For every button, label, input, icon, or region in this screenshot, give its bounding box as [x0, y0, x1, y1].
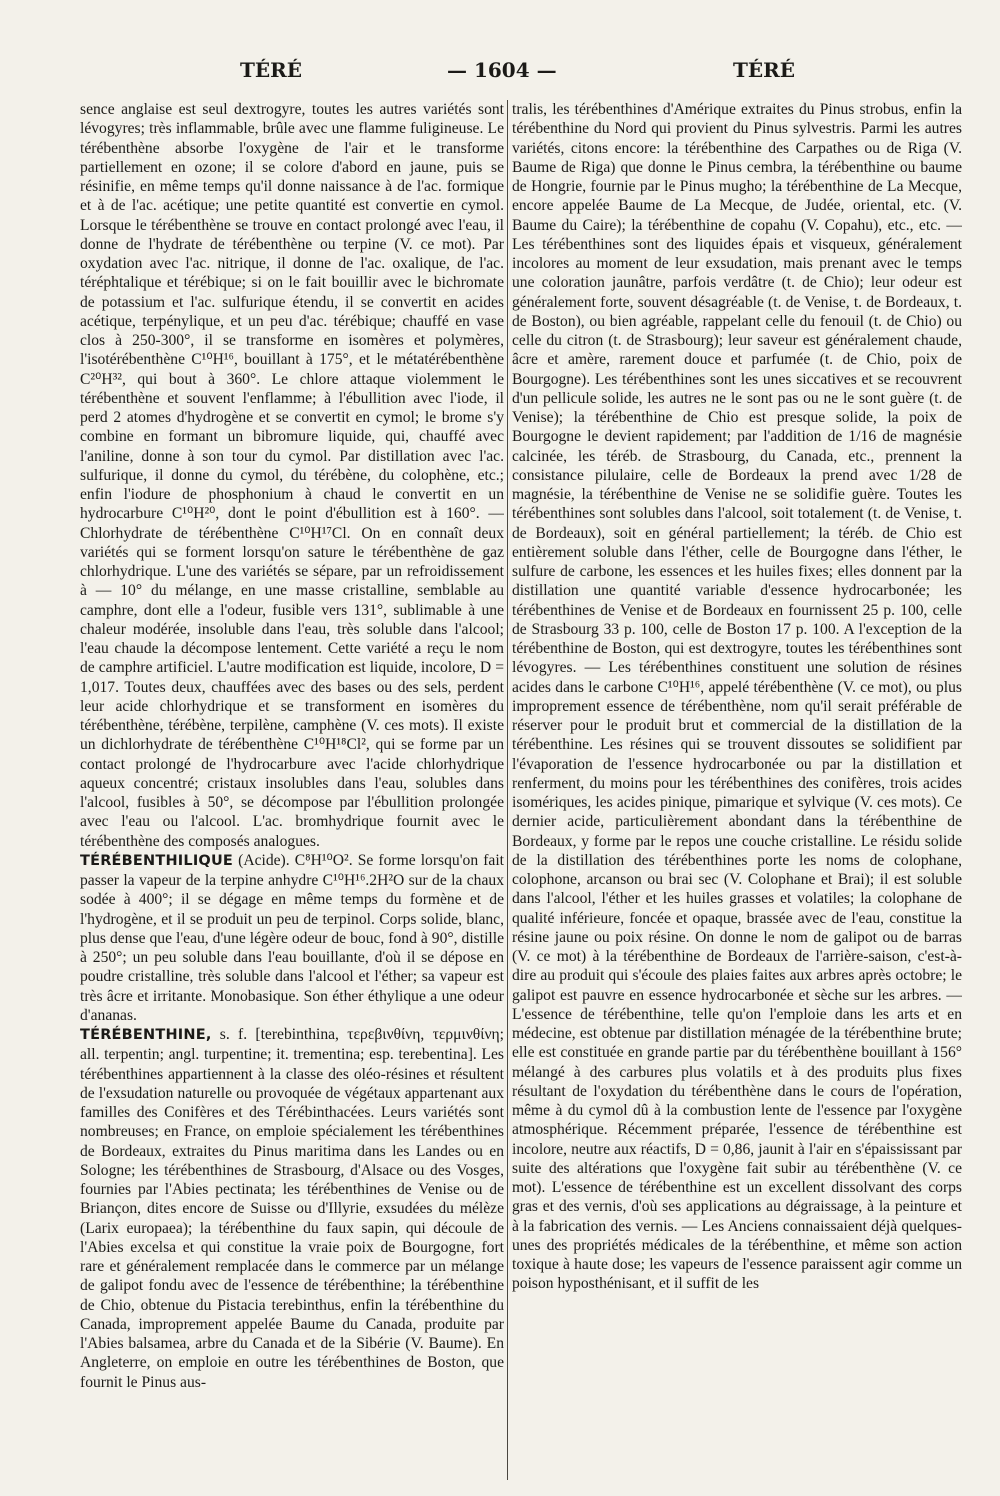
- right-column: [512, 100, 962, 1480]
- entry-headword: TÉRÉBENTHILIQUE: [80, 852, 234, 869]
- entry-headword: TÉRÉBENTHINE,: [80, 1027, 212, 1043]
- entry-body: (Acide). C⁸H¹⁰O². Se forme lorsqu'on fait passer la vapeur de la terpine anhydre C¹⁰H¹⁶.2H²O sur de la chaux sodée à 400°; il se dégage en même temps du formène et de l'hydrogène, et il se produit un peu de terpinol. Corps solide, blanc, plus dense que l'eau, d'une légère odeur de bouc, fond à 90°, distille à 250°; un peu soluble dans l'eau bouillante, d'où il se dépose en poudre cristalline, très soluble dans l'alcool et l'éther; sa vapeur est très âcre et irritante. Monobasique. Son éther éthylique a une odeur d'ananas.: [80, 851, 504, 1024]
- paragraph-terebenthene-continued: sence anglaise est seul dextrogyre, toutes les autres variétés sont lévogyres; très inflammable, brûle avec une flamme fuligineuse. Le térébenthène absorbe l'oxygène de l'air et le transforme partiellement en ozone; il se colore d'abord en jaune, puis se résinifie, en même temps qu'il donne naissance à de l'ac. formique et à de l'ac. acétique; une petite quantité est convertie en cymol. Lorsque le térébenthène se trouve en contact prolongé avec l'eau, il donne de l'hydrate de térébenthène ou terpine (V. ce mot). Par oxydation avec l'ac. nitrique, il donne de l'ac. oxalique, de l'ac. téréphtalique et térébique; si on le fait bouillir avec le bichromate de potassium et l'ac. sulfurique étendu, il se convertit en acides acétique, terpénylique, et un peu d'ac. térébique; chauffé en vase clos à 250-300°, il se transforme en isomères et polymères, l'isotérébenthène C¹⁰H¹⁶, bouillant à 175°, et le métatérébenthène C²⁰H³², qui bout à 360°. Le chlore attaque violemment le térébenthène et souvent l'enflamme; à l'ébullition avec l'iode, il perd 2 atomes d'hydrogène et se convertit en cymol; le brome s'y combine en formant un bibromure liquide, qui, chauffé avec l'aniline, donne à son tour du cymol. Par distillation avec l'ac. sulfurique, il donne du cymol, du térébène, du colophène, etc.; enfin l'iodure de phosphonium à chaud le convertit en un hydrocarbure C¹⁰H²⁰, dont le point d'ébullition est à 160°. — Chlorhydrate de térébenthène C¹⁰H¹⁷Cl. On en connaît deux variétés qui se forment lorsqu'on sature le térébenthène de gaz chlorhydrique. L'une des variétés se sépare, par un refroidissement à — 10° du mélange, en une masse cristalline, semblable au camphre, dont elle a l'odeur, fusible vers 131°, sublimable à une chaleur modérée, insoluble dans l'eau, très soluble dans l'alcool; l'eau chaude la décompose lentement. Cette variété a reçu le nom de camphre artificiel. L'autre modification est liquide, incolore, D = 1,017. Toutes deux, chauffées avec des bases ou des sels, perdent leur acide chlorhydrique et se transforment en isomères du térébenthène, térébène, terpilène, camphène (V. ces mots). Il existe un dichlorhydrate de térébenthène C¹⁰H¹⁸Cl², qui se forme par un contact prolongé de l'hydrocarbure avec l'acide chlorhydrique aqueux concentré; cristaux insolubles dans l'eau, solubles dans l'alcool, fusibles à 50°, se décompose par l'ébullition prolongée avec l'eau ou l'alcool. L'ac. bromhydrique fournit avec le térébenthène des composés analogues.: [80, 101, 504, 850]
- running-header: [80, 58, 960, 92]
- header-right-guideword: TÉRÉ: [733, 58, 795, 82]
- entry-terebenthine: [80, 1025, 504, 1392]
- page-number: — 1604 —: [447, 58, 557, 82]
- paragraph-terebenthine-continued: tralis, les térébenthines d'Amérique extraites du Pinus strobus, enfin la térébenthine du Nord qui provient du Pinus sylvestris. Parmi les autres variétés, citons encore: la térébenthine des Carpathes ou de Riga (V. Baume de Riga) que donne le Pinus cembra, la térébenthine ou baume de Hongrie, fournie par le Pinus mugho; la térébenthine de La Mecque, encore appelée Baume de La Mecque, de Judée, oriental, etc. (V. Baume du Caire); la térébenthine de copahu (V. Copahu), etc., etc. — Les térébenthines sont des liquides épais et visqueux, généralement incolores au moment de leur exsudation, mais prenant avec le temps une coloration jaunâtre, parfois verdâtre (t. de Chio); leur odeur est généralement forte, souvent désagréable (t. de Venise, t. de Bordeaux, t. de Boston), ou bien agréable, rappelant celle du fenouil (t. de Chio) ou celle du citron (t. de Strasbourg); leur saveur est généralement chaude, âcre et amère, rarement douce et parfumée (t. de Chio, poix de Bourgogne). Les térébenthines sont les unes siccatives et se recouvrent d'un pellicule solide, les autres ne le sont pas ou ne le sont guère (t. de Venise); la térébenthine de Chio est presque solide, la poix de Bourgogne le devient rapidement; par l'addition de 1/16 de magnésie calcinée, les téréb. de Strasbourg, du Canada, etc., prennent la consistance pilulaire, celle de Bordeaux la prend avec 1/28 de magnésie, la térébenthine de Venise ne se solidifie guère. Toutes les térébenthines sont solubles dans l'alcool, soit totalement (t. de Venise, t. de Bordeaux), soit en général partiellement; la téréb. de Chio est entièrement soluble dans l'éther, celle de Bourgogne dans l'éther, le sulfure de carbone, les essences et les huiles fixes; elles donnent par la distillation une quantité variable d'essence hydrocarbonée; les térébenthines de Venise et de Bordeaux en fournissent 25 p. 100, celle de Strasbourg 33 p. 100, celle de Boston 17 p. 100. A l'exception de la térébenthine de Boston, qui est dextrogyre, toutes les térébenthines sont lévogyres. — Les térébenthines constituent une solution de résines acides dans le carbone C¹⁰H¹⁶, appelé térébenthène (V. ce mot), ou plus improprement essence de térébenthène, nom qu'il serait préférable de réserver pour le produit brut et commercial de la distillation de la térébenthine. Les résines qui se trouvent dissoutes se solidifient par l'évaporation de l'essence hydrocarbonée ou par la distillation et renferment, du moins pour les térébenthines des conifères, trois acides isomériques, les acides pinique, pimarique et sylvique (V. ces mots). Ce dernier acide, particulièrement abondant dans la térébenthine de Bordeaux, y forme par le repos une couche cristalline. Le résidu solide de la distillation des térébenthines porte les noms de colophane, colophone, arcanson ou brai sec (V. Colophane et Brai); il est soluble dans l'alcool, l'éther et les huiles grasses et volatiles; la colophane de qualité inférieure, foncée et opaque, brassée avec de l'eau, constitue la résine jaune ou poix résine. On donne le nom de galipot ou de barras (V. ce mot) à la térébenthine de Bordeaux de l'arrière-saison, c'est-à-dire au produit qui s'écoule des plaies faites aux arbres après octobre; le galipot est pauvre en essence hydrocarbonée et sèche sur les arbres. — L'essence de térébenthine, telle qu'on l'emploie dans les arts et en médecine, est obtenue par distillation ménagée de la térébenthine brute; elle est constituée en grande partie par du térébenthène bouillant à 156° mélangé à des carbures plus volatils et à des produits plus fixes résultant de l'oxydation du térébenthène dans le cours de l'opération, même à du cymol dû à la combustion lente de l'essence par l'oxygène atmosphérique. Récemment préparée, l'essence de térébenthine est incolore, neutre aux réactifs, D = 0,86, jaunit à l'air en s'épaississant par suite des altérations que l'oxygène fait subir au térébenthène (V. ce mot). L'essence de térébenthine est un excellent dissolvant des corps gras et des vernis, d'où ses applications au dégraissage, à la peinture et à la fabrication des vernis. — Les Anciens connaissaient déjà quelques-unes des propriétés médicales de la térébenthine, et même son action toxique à haute dose; les vapeurs de l'essence paraissent agir comme un poison hyposthénisant, et il suffit de les: [512, 101, 962, 1293]
- entry-body: s. f. [terebinthina, τερεβινθίνη, τερμινθίνη; all. terpentin; angl. turpentine; it. trementina; esp. terebentina]. Les térébenthines appartiennent à la classe des oléo-résines et résultent de l'exsudation naturelle ou provoquée de végétaux appartenant aux familles des Conifères et des Térébinthacées. Leurs variétés sont nombreuses; en France, on emploie spécialement les térébenthines de Bordeaux, extraites du Pinus maritima dans les Landes ou en Sologne; les térébenthines de Strasbourg, d'Alsace ou des Vosges, fournies par l'Abies pectinata; les térébenthines de Venise ou de Briançon, dites encore de Suisse ou d'Illyrie, exsudées du mélèze (Larix europaea); la térébenthine du faux sapin, qui découle de l'Abies excelsa et qui constitue la vraie poix de Bourgogne, fort rare et généralement remplacée dans le commerce par un mélange de galipot fondu avec de l'essence de térébenthine; la térébenthine de Chio, obtenue du Pistacia terebinthus, enfin la térébenthine du Canada, improprement appelée Baume du Canada, produite par l'Abies balsamea, arbre du Canada et de la Sibérie (V. Baume). En Angleterre, on emploie en outre les térébenthines de Boston, que fournit le Pinus aus-: [80, 1026, 504, 1391]
- left-column: [80, 100, 504, 1480]
- entry-terebenthilique: [80, 851, 504, 1025]
- column-divider: [507, 100, 508, 1480]
- header-left-guideword: TÉRÉ: [240, 58, 302, 82]
